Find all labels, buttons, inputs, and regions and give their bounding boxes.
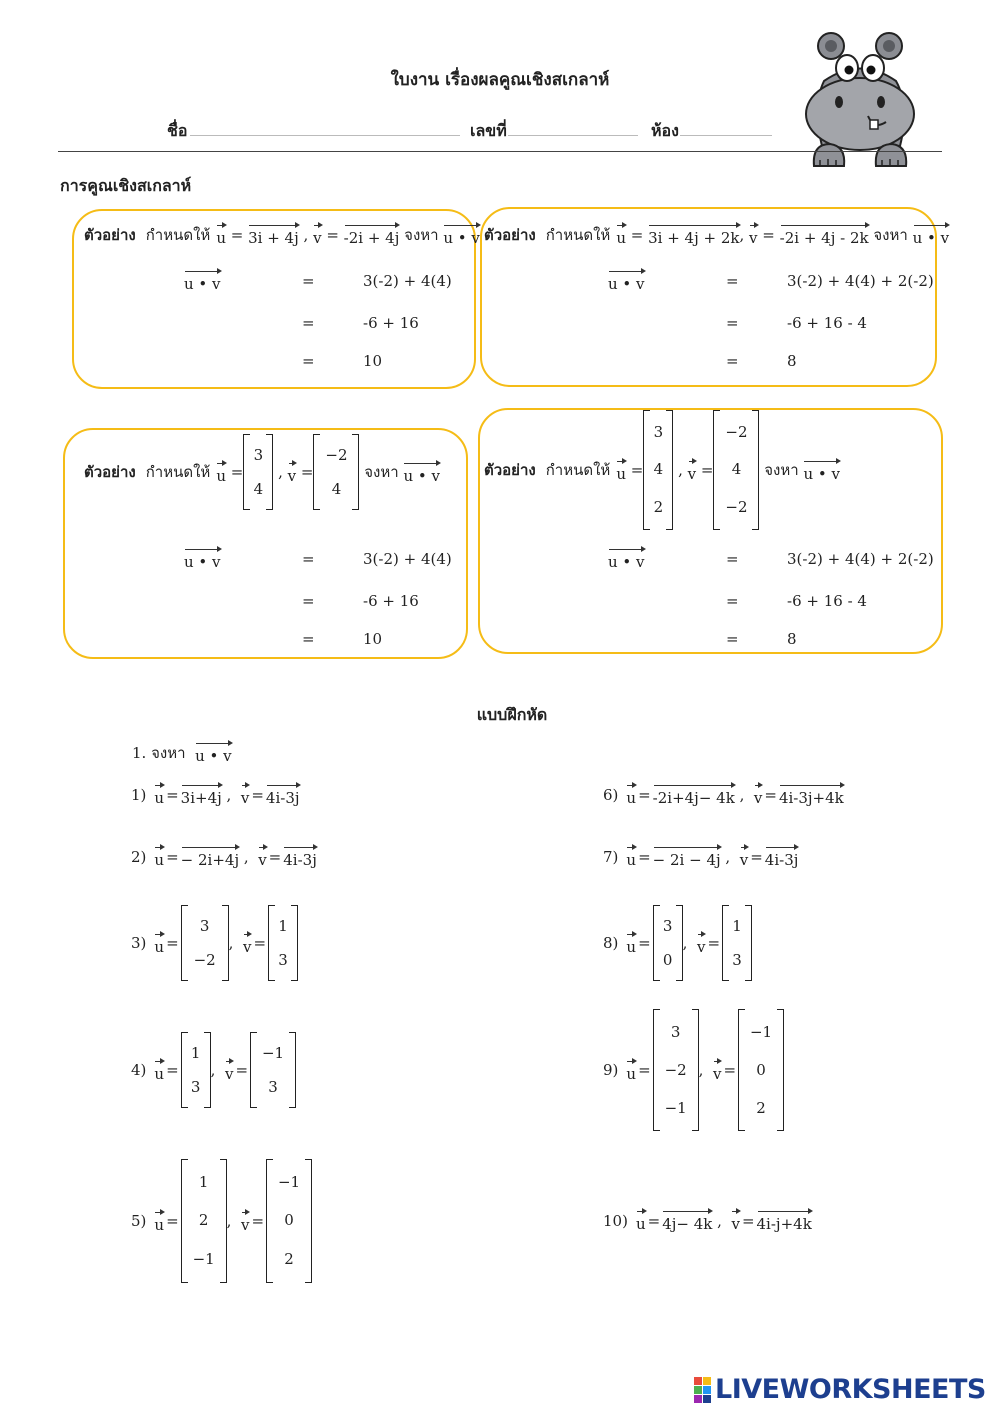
- v-vector: v: [313, 222, 321, 247]
- u-value: -2i+4j− 4k: [653, 782, 735, 807]
- v-value: 4i-3j+4k: [779, 782, 844, 807]
- matrix-entry: 0: [662, 950, 673, 969]
- matrix-entry: −1: [277, 1172, 301, 1191]
- header-divider: [58, 151, 942, 152]
- step-3: 10: [363, 630, 383, 648]
- v-matrix: [713, 410, 759, 530]
- u-matrix: [181, 1032, 211, 1108]
- matrix-entry: 3: [653, 423, 664, 442]
- practice-instruction: [132, 740, 232, 765]
- matrix-entry: 0: [284, 1211, 294, 1230]
- practice-title: แบบฝึกหัด: [476, 705, 548, 724]
- problem-10: 10) u = 4j− 4k , v = 4i-j+4k: [603, 1208, 812, 1233]
- step-eq: =: [302, 550, 315, 568]
- example-label: ตัวอย่าง: [484, 225, 536, 244]
- matrix-entry: −2: [725, 497, 748, 516]
- v-vector: v: [241, 1209, 249, 1234]
- problem-4: 4) u = 1 3 , v = −1 3: [131, 1032, 296, 1108]
- step-eq: =: [726, 592, 739, 610]
- v-vector: v: [688, 458, 696, 483]
- matrix-entry: −2: [325, 445, 348, 464]
- matrix-entry: 1: [732, 916, 742, 935]
- problem-number: 7): [603, 847, 619, 866]
- u-vector: u: [154, 931, 164, 956]
- matrix-entry: −2: [725, 423, 748, 442]
- v-vector: v: [243, 931, 251, 956]
- u-value: − 2i+4j: [181, 844, 239, 869]
- u-vector: u: [216, 460, 226, 485]
- example-4-prompt: ตัวอย่าง กำหนดให้ u = 3 4 2 , v = −2 4 −2 จงหา u • v: [484, 410, 840, 530]
- worksheet-title: ใบงาน เรื่องผลคูณเชิงสเกลาห์: [390, 70, 610, 90]
- matrix-entry: 3: [662, 916, 673, 935]
- v-matrix: [313, 434, 359, 510]
- problem-number: 4): [131, 1061, 147, 1079]
- matrix-entry: −2: [664, 1060, 687, 1079]
- u-vector: u: [626, 782, 636, 807]
- problem-number: 6): [603, 785, 619, 804]
- matrix-entry: 4: [653, 460, 664, 479]
- matrix-entry: 3: [732, 950, 742, 969]
- matrix-entry: 2: [653, 497, 664, 516]
- step-2: -6 + 16: [363, 592, 419, 610]
- step-2: -6 + 16: [363, 314, 419, 332]
- v-vector: v: [241, 782, 249, 807]
- problem-number: 10): [603, 1211, 628, 1230]
- matrix-entry: 1: [198, 1172, 209, 1191]
- matrix-entry: 3: [199, 916, 210, 935]
- v-vector: v: [713, 1058, 721, 1083]
- room-label: ห้อง: [651, 121, 679, 140]
- matrix-entry: 3: [268, 1077, 278, 1096]
- problem-1: 1) u = 3i+4j , v = 4i-3j: [131, 782, 300, 807]
- step-eq: =: [302, 314, 315, 332]
- u-value: 4j− 4k: [662, 1208, 712, 1233]
- problem-8: 8) u = 3 0 , v = 1 3: [603, 905, 752, 981]
- number-label: เลขที่: [470, 121, 507, 140]
- u-matrix: [243, 434, 273, 510]
- section-title: การคูณเชิงสเกลาห์: [60, 176, 192, 195]
- v-matrix: [722, 905, 752, 981]
- step-eq: =: [302, 352, 315, 370]
- step-3: 10: [363, 352, 383, 370]
- matrix-entry: −2: [193, 950, 216, 969]
- example-label: ตัวอย่าง: [484, 461, 536, 479]
- problem-number: 3): [131, 934, 147, 952]
- matrix-entry: 2: [198, 1211, 209, 1230]
- given-label: กำหนดให้: [545, 225, 611, 244]
- u-vector: u: [154, 844, 164, 869]
- u-vector: u: [154, 1058, 164, 1083]
- name-label: ชื่อ: [167, 121, 188, 140]
- logo-text: LIVEWORKSHEETS: [715, 1374, 986, 1405]
- step-lhs: u • v: [184, 268, 221, 293]
- step-eq: =: [302, 592, 315, 610]
- v-vector: v: [288, 460, 296, 485]
- problem-number: 8): [603, 934, 619, 952]
- u-matrix: [181, 1159, 227, 1283]
- matrix-entry: 1: [190, 1043, 201, 1062]
- v-vector: v: [749, 222, 757, 247]
- room-line: [680, 135, 772, 136]
- instruction-text: 1. จงหา: [132, 743, 186, 762]
- step-eq: =: [302, 272, 315, 290]
- u-vector: u: [636, 1208, 646, 1233]
- matrix-entry: 1: [278, 916, 288, 935]
- find-label: จงหา: [873, 225, 908, 244]
- v-vector: v: [697, 931, 705, 956]
- given-label: กำหนดให้: [545, 461, 611, 479]
- problem-6: 6) u = -2i+4j− 4k , v = 4i-3j+4k: [603, 782, 844, 807]
- given-label: กำหนดให้: [145, 463, 211, 481]
- hippo-mascot-icon: [802, 26, 920, 176]
- step-eq: =: [726, 550, 739, 568]
- u-matrix: [653, 1009, 699, 1131]
- logo-blocks-icon: [694, 1377, 711, 1403]
- matrix-entry: 2: [756, 1098, 766, 1117]
- example-label: ตัวอย่าง: [84, 225, 136, 244]
- u-vector: u: [154, 1209, 164, 1234]
- example-3-prompt: ตัวอย่าง กำหนดให้ u = 3 4 , v = −2 4 จงหา u • v: [84, 434, 440, 510]
- problem-number: 1): [131, 785, 147, 804]
- u-vector: u: [154, 782, 164, 807]
- given-label: กำหนดให้: [145, 225, 211, 244]
- step-1: 3(-2) + 4(4) + 2(-2): [787, 550, 934, 568]
- v-value: 4i-3j: [283, 844, 317, 869]
- step-lhs: u • v: [608, 268, 645, 293]
- example-1-prompt: ตัวอย่าง กำหนดให้ u = 3i + 4j , v = -2i + 4j จงหา u • v: [84, 222, 480, 247]
- matrix-entry: −1: [664, 1098, 687, 1117]
- v-vector: v: [225, 1058, 233, 1083]
- matrix-entry: −1: [261, 1043, 285, 1062]
- v-matrix: [738, 1009, 784, 1131]
- u-vector: u: [626, 844, 636, 869]
- name-line: [190, 135, 460, 136]
- problem-number: 5): [131, 1212, 147, 1230]
- step-eq: =: [302, 630, 315, 648]
- v-matrix: [250, 1032, 296, 1108]
- matrix-entry: 3: [190, 1077, 201, 1096]
- u-matrix: [653, 905, 683, 981]
- v-vector: v: [740, 844, 748, 869]
- problem-7: 7) u = − 2i − 4j , v = 4i-3j: [603, 844, 798, 869]
- matrix-entry: 3: [253, 445, 264, 464]
- step-eq: =: [726, 272, 739, 290]
- v-value: 4i-j+4k: [757, 1208, 812, 1233]
- dot-product-lhs: u • v: [403, 460, 440, 485]
- u-vector: u: [216, 222, 226, 247]
- v-matrix: [266, 1159, 312, 1283]
- v-vector: v: [754, 782, 762, 807]
- step-eq: =: [726, 630, 739, 648]
- step-lhs: u • v: [184, 546, 221, 571]
- step-eq: =: [726, 352, 739, 370]
- matrix-entry: −1: [749, 1022, 773, 1041]
- step-2: -6 + 16 - 4: [787, 314, 867, 332]
- u-matrix: [643, 410, 673, 530]
- example-2-prompt: ตัวอย่าง กำหนดให้ u = 3i + 4j + 2k , v = -2i + 4j - 2k จงหา u • v: [484, 222, 949, 247]
- u-value: 3i + 4j: [248, 222, 299, 247]
- step-3: 8: [787, 352, 797, 370]
- dot-product-lhs: u • v: [195, 740, 232, 765]
- v-vector: v: [731, 1208, 739, 1233]
- step-3: 8: [787, 630, 797, 648]
- v-value: 4i-3j: [765, 844, 799, 869]
- find-label: จงหา: [404, 225, 439, 244]
- step-eq: =: [726, 314, 739, 332]
- problem-number: 2): [131, 847, 147, 866]
- u-value: 3i+4j: [181, 782, 222, 807]
- v-vector: v: [258, 844, 266, 869]
- matrix-entry: 3: [278, 950, 288, 969]
- dot-product-lhs: u • v: [803, 458, 840, 483]
- dot-product-lhs: u • v: [913, 222, 950, 247]
- find-label: จงหา: [764, 461, 799, 479]
- find-label: จงหา: [364, 463, 399, 481]
- v-value: -2i + 4j - 2k: [780, 222, 869, 247]
- liveworksheets-logo[interactable]: [694, 1374, 986, 1405]
- step-1: 3(-2) + 4(4): [363, 550, 452, 568]
- v-value: -2i + 4j: [344, 222, 400, 247]
- matrix-entry: 3: [670, 1022, 681, 1041]
- step-2: -6 + 16 - 4: [787, 592, 867, 610]
- problem-9: 9) u = 3 −2 −1 , v = −1 0 2: [603, 1009, 784, 1131]
- u-vector: u: [626, 1058, 636, 1083]
- matrix-entry: 0: [756, 1060, 766, 1079]
- problem-2: 2) u = − 2i+4j , v = 4i-3j: [131, 844, 317, 869]
- u-value: − 2i − 4j: [653, 844, 721, 869]
- matrix-entry: −1: [192, 1250, 215, 1269]
- v-value: 4i-3j: [266, 782, 300, 807]
- u-matrix: [181, 905, 229, 981]
- problem-5: 5) u = 1 2 −1 , v = −1 0 2: [131, 1159, 312, 1283]
- v-matrix: [268, 905, 298, 981]
- step-1: 3(-2) + 4(4): [363, 272, 452, 290]
- matrix-entry: 2: [284, 1250, 294, 1269]
- u-vector: u: [616, 222, 626, 247]
- u-vector: u: [626, 931, 636, 956]
- problem-3: 3) u = 3 −2 , v = 1 3: [131, 905, 298, 981]
- example-label: ตัวอย่าง: [84, 463, 136, 481]
- step-lhs: u • v: [608, 546, 645, 571]
- step-1: 3(-2) + 4(4) + 2(-2): [787, 272, 934, 290]
- dot-product-lhs: u • v: [443, 222, 480, 247]
- u-value: 3i + 4j + 2k: [648, 222, 739, 247]
- number-line: [508, 135, 638, 136]
- matrix-entry: 4: [331, 479, 342, 498]
- matrix-entry: 4: [253, 479, 264, 498]
- matrix-entry: 4: [731, 460, 742, 479]
- u-vector: u: [616, 458, 626, 483]
- problem-number: 9): [603, 1061, 619, 1079]
